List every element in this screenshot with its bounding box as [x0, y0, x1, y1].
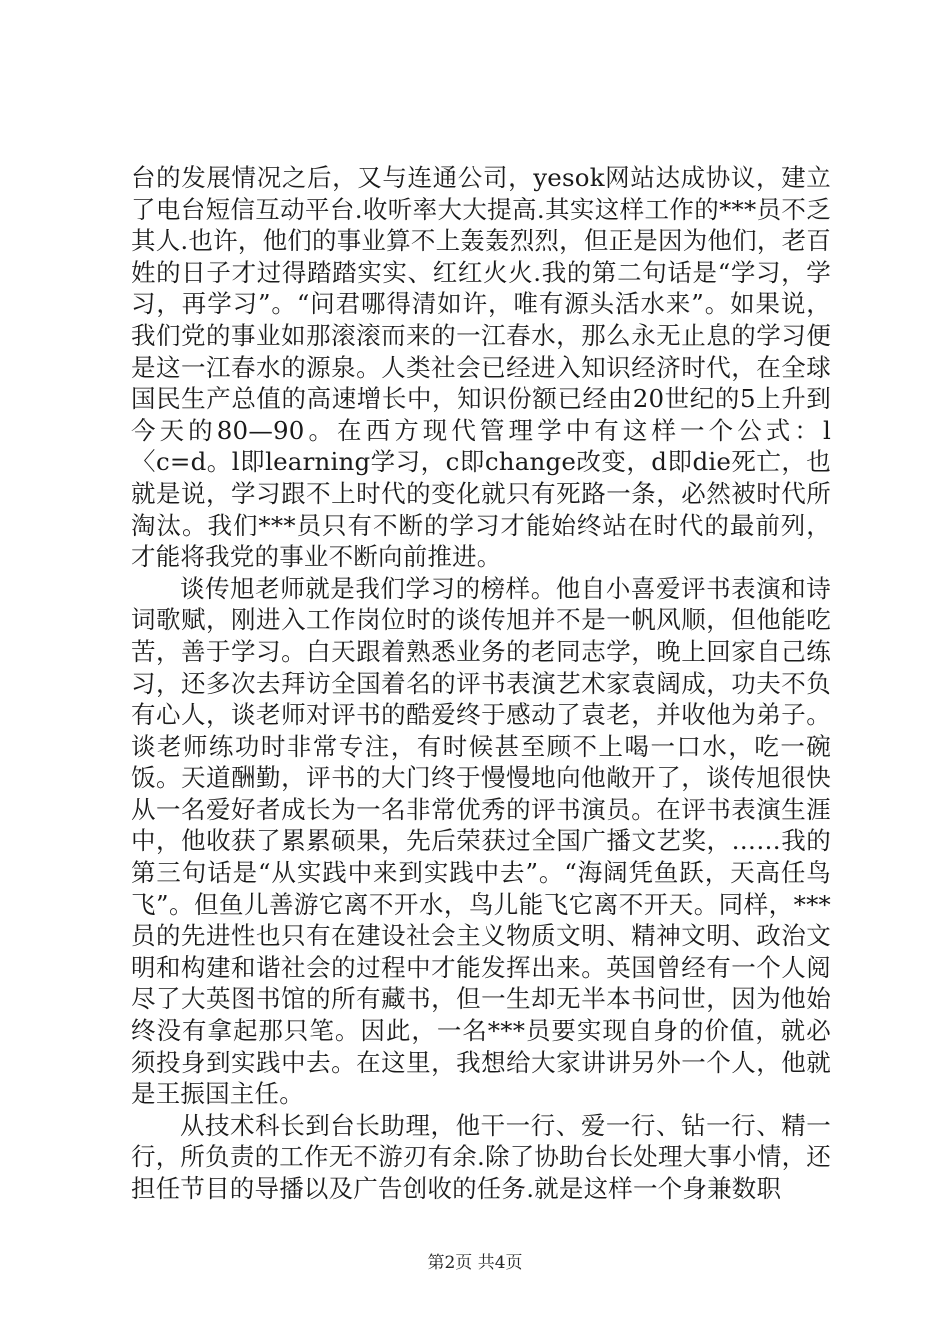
page-number-footer: 第2页 共4页 — [427, 1253, 523, 1273]
paragraph: 谈传旭老师就是我们学习的榜样。他自小喜爱评书表演和诗词歌赋，刚进入工作岗位时的谈传旭并不是一帆风顺，但他能吃苦，善于学习。白天跟着熟悉业务的老同志学，晚上回家自己练习，还多次去拜访全国着名的评书表演艺术家袁阔成，功夫不负有心人，谈老师对评书的酷爱终于感动了袁老，并收他为弟子。谈老师练功时非常专注，有时候甚至顾不上喝一口水，吃一碗饭。天道酬勤，评书的大门终于慢慢地向他敞开了，谈传旭很快从一名爱好者成长为一名非常优秀的评书演员。在评书表演生涯中，他收获了累累硕果，先后荣获过全国广播文艺奖，……我的第三句话是“从实践中来到实践中去”。“海阔凭鱼跃，天高任鸟飞”。但鱼儿善游它离不开水，鸟儿能飞它离不开天。同样，***员的先进性也只有在建设社会主义物质文明、精神文明、政治文明和构建和谐社会的过程中才能发挥出来。英国曾经有一个人阅尽了大英图书馆的所有藏书，但一生却无半本书问世，因为他始终没有拿起那只笔。因此，一名***员要实现自身的价值，就必须投身到实践中去。在这里，我想给大家讲讲另外一个人，他就是王振国主任。 — [131, 573, 831, 1109]
document-body — [131, 162, 831, 1205]
paragraph: 从技术科长到台长助理，他干一行、爱一行、钻一行、精一行，所负责的工作无不游刃有余.除了协助台长处理大事小情，还担任节目的导播以及广告创收的任务.就是这样一个身兼数职 — [131, 1110, 831, 1203]
paragraph: 台的发展情况之后，又与连通公司，yesok网站达成协议，建立了电台短信互动平台.收听率大大提高.其实这样工作的***员不乏其人.也许，他们的事业算不上轰轰烈烈，但正是因为他们，老百姓的日子才过得踏踏实实、红红火火.我的第二句话是“学习，学习，再学习”。“问君哪得清如许，唯有源头活水来”。如果说，我们党的事业如那滚滚而来的一江春水，那么永无止息的学习便是这一江春水的源泉。人类社会已经进入知识经济时代，在全球国民生产总值的高速增长中，知识份额已经由20世纪的5上升到今天的80—90。在西方现代管理学中有这样一个公式：l〈c=d。l即learning学习，c即change改变，d即die死亡，也就是说，学习跟不上时代的变化就只有死路一条，必然被时代所淘汰。我们***员只有不断的学习才能始终站在时代的最前列，才能将我党的事业不断向前推进。 — [131, 163, 831, 572]
